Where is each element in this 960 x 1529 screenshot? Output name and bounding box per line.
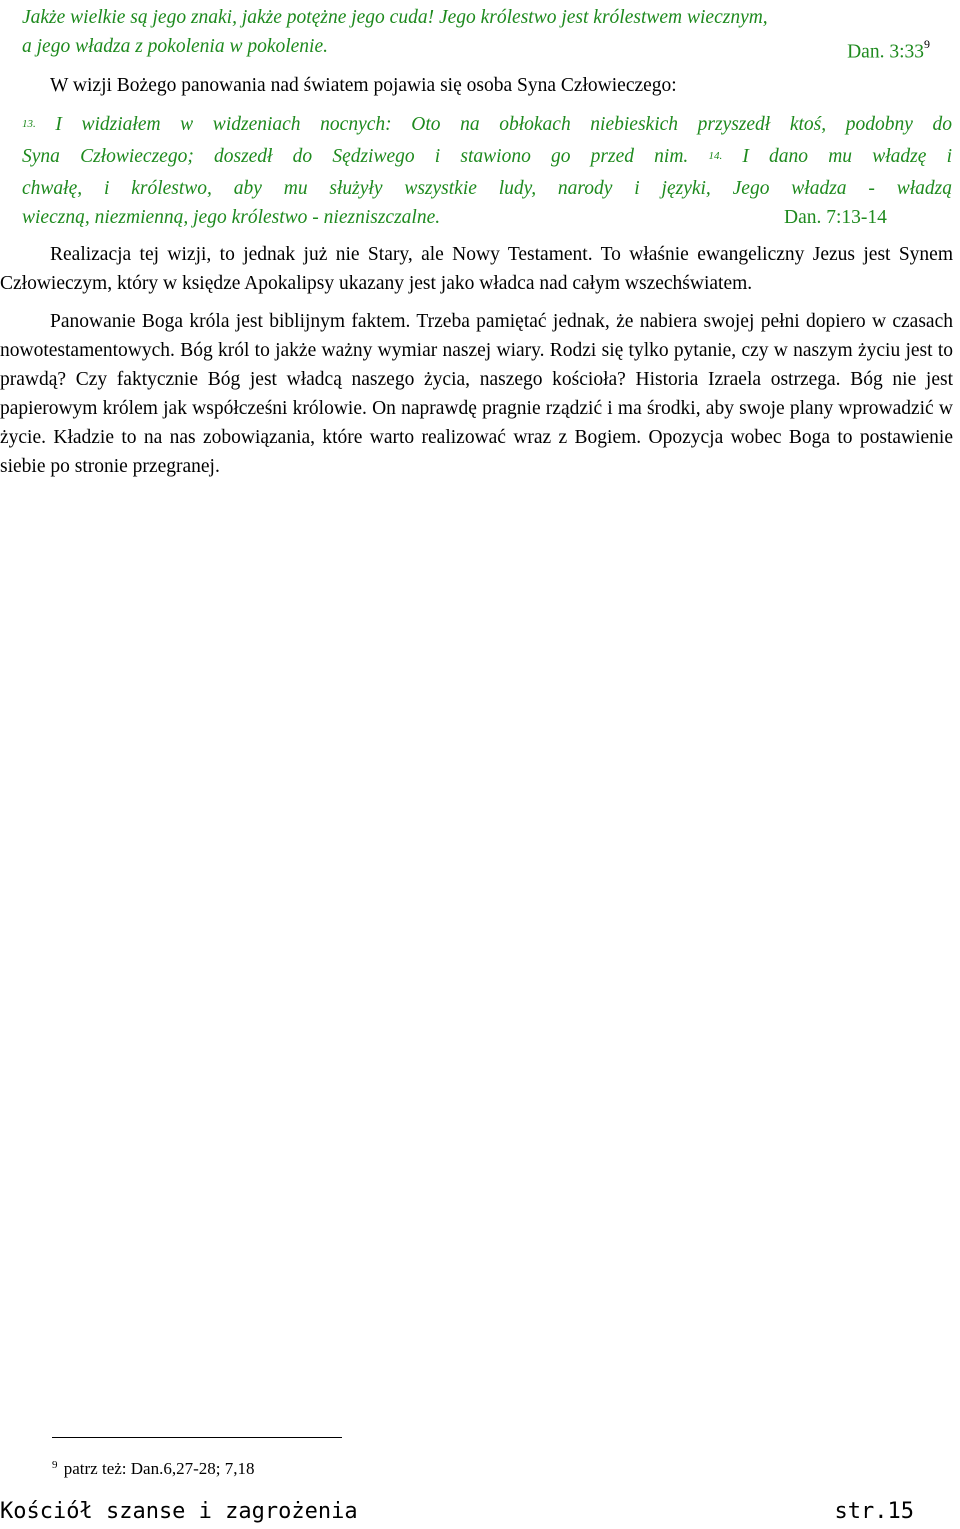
body-text [0,240,953,481]
intro-sentence: W wizji Bożego panowania nad światem pojawia się osoba Syna Człowieczego: [50,75,677,96]
verse-text: I widziałem w widzeniach nocnych: Oto na obłokach niebieskich przyszedł ktoś, podobny do [55,114,953,135]
footnote-number: 9 [52,1459,58,1471]
verse-text: I dano mu władzę i [742,146,952,167]
quote-line [22,203,952,232]
quote-reference: Dan. 7:13-14 [784,207,887,228]
quote-reference [847,32,930,67]
footnote-text: patrz też: Dan.6,27-28; 7,18 [63,1459,255,1478]
footnote-mark[interactable]: 9 [924,37,930,51]
page-footer [0,1497,914,1527]
footer-title: Kościół szanse i zagrożenia [0,1499,358,1524]
quote-line: chwałę, i królestwo, aby mu służyły wszystkie ludy, narody i języki, Jego władza - władzą [22,178,952,199]
paragraph: Panowanie Boga króla jest biblijnym faktem. Trzeba pamiętać jednak, że nabiera swojej pełni dopiero w czasach nowotestamentowych. Bóg król to jakże ważny wymiar naszej wiary. Rodzi się tylko pytanie, czy w naszym życiu jest to prawdą? Czy faktycznie Bóg jest władcą naszego życia, naszego kościoła? Historia Izraela ostrzega. Bóg nie jest papierowym królem jak współcześni królowie. On naprawdę pragnie rządzić i ma środki, aby swoje plany wprowadzić w życie. Kładzie to na nas zobowiązania, które warto realizować wraz z Bogiem. Opozycja wobec Boga to postawienie siebie po stronie przegranej. [0,311,953,477]
verse-number: 14. [708,150,723,162]
quote-line [22,110,952,142]
verse-text: Syna Człowieczego; doszedł do Sędziwego i stawiono go przed nim. [22,146,689,167]
quote-dan-3-33 [22,3,952,61]
quote-line: Jakże wielkie są jego znaki, jakże potężne jego cuda! Jego królestwo jest królestwem wiecznym, [22,7,768,28]
paragraph: Realizacja tej wizji, to jednak już nie Stary, ale Nowy Testament. To właśnie ewangeliczny Jezus jest Synem Człowieczym, który w księdze Apokalipsy ukazany jest jako władca nad całym wszechświatem. [0,244,953,294]
verse-text: wieczną, niezmienną, jego królestwo - niezniszczalne. [22,207,441,228]
footnote [52,1458,254,1482]
page-number: str.15 [834,1499,914,1524]
footnote-separator [52,1437,342,1438]
quote-line: a jego władza z pokolenia w pokolenie. [22,36,329,57]
quote-dan-7-13-14 [22,110,952,232]
verse-number: 13. [22,118,36,130]
reference-text: Dan. 3:33 [847,41,924,63]
quote-line [22,142,952,174]
